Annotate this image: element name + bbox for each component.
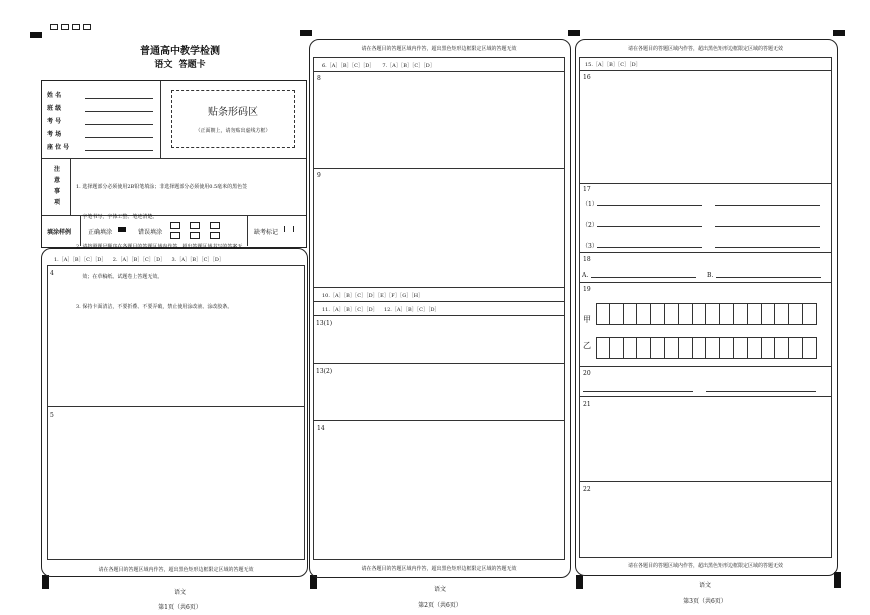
field-name[interactable]: 姓 名 [47,90,157,103]
field-exam-room[interactable]: 考 场 [47,129,157,142]
q17-sub-2: （2） [582,222,598,229]
q17-line-3b[interactable] [715,247,820,248]
q18-line-a[interactable] [591,277,696,278]
page1-choices: 1.［A］［B］［C］［D］ 2.［A］［B］［C］［D］ 3.［A］［B］［C］［D］ [54,257,224,263]
page2-footer-page: 第2页（共6页） [418,602,462,609]
registration-mark [42,575,49,589]
question-number-22: 22 [583,486,591,493]
page2-warning-top: 请在各题目的答题区域内作答，超出黑色矩形边框限定区域的答题无效 [361,46,517,52]
question-number-4: 4 [50,270,54,277]
fill-wrong-marks [170,222,230,240]
fill-wrong-label: 错误填涂 [138,229,163,236]
registration-mark [576,575,583,589]
q18-option-b: B. [707,272,714,279]
page2-choices-top: 6.［A］［B］［C］［D］ 7.［A］［B］［C］［D］ [322,63,435,69]
choice-options-12[interactable]: ［A］［B］［C］［D］ [391,307,440,313]
q19-row-label-1: 甲 [583,315,591,324]
question-number-5: 5 [50,412,54,419]
q17-sub-3: （3） [582,243,598,250]
notice-text: 1. 选择题部分必须使用2B铅笔填涂；非选择题部分必须使用0.5毫米的黑色签 字笔书写，字体工整、笔迹清楚。 2. 请按照题号顺序在各题目的答题区域内作答，超出答题区域书写的答案无 效；在草稿纸、试题卷上答题无效。 3. 保持卡面清洁，不要折叠、不要弄破，禁止使用涂改液、涂改胶条。 [76,184,248,310]
registration-mark [300,30,312,36]
q19-grid-row-2[interactable] [596,337,817,359]
question-number-17: 17 [583,186,591,193]
q17-line-3a[interactable] [597,247,702,248]
q18-line-b[interactable] [716,277,821,278]
fill-correct-mark [118,227,126,232]
choice-options-7[interactable]: ［A］［B］［C］［D］ [387,63,435,69]
q17-line-2b[interactable] [715,226,820,227]
registration-mark [568,30,580,36]
q17-line-1a[interactable] [597,205,702,206]
question-number-16: 16 [583,74,591,81]
page1-warning: 请在各题目的答题区域内作答，超出黑色矩形边框限定区域的答题无效 [98,567,254,573]
q17-line-1b[interactable] [715,205,820,206]
q17-sub-1: （1） [582,201,598,208]
question-number-13-1: 13(1) [316,320,333,327]
page3-footer-page: 第3页（共6页） [683,598,727,605]
barcode-title: 贴条形码区 [208,107,258,118]
page1-footer-subject: 语文 [173,589,186,596]
barcode-note: （正面朝上，请勿贴出虚线方框） [195,128,271,134]
absent-mark-box[interactable] [284,226,294,232]
field-exam-number[interactable]: 考 号 [47,116,157,129]
registration-mark [834,572,841,588]
fill-example-label: 填涂样例 [47,229,72,236]
q19-grid-row-1[interactable] [596,303,817,325]
page2-warning-bottom: 请在各题目的答题区域内作答，超出黑色矩形边框限定区域的答题无效 [361,566,517,572]
page1-footer-page: 第1页（共6页） [158,604,202,611]
question-number-8: 8 [317,75,321,82]
question-number-20: 20 [583,370,591,377]
q20-line-b[interactable] [706,391,816,392]
question-number-9: 9 [317,172,321,179]
question-number-13-2: 13(2) [316,368,333,375]
question-number-18: 18 [583,256,591,263]
field-seat-number[interactable]: 座 位 号 [47,142,157,155]
page2-choices-mid: 11.［A］［B］［C］［D］ 12.［A］［B］［C］［D］ [322,307,440,313]
choice-options-2[interactable]: ［A］［B］［C］［D］ [117,257,166,263]
q17-line-2a[interactable] [597,226,702,227]
choice-options-6[interactable]: ［A］［B］［C］［D］ [326,63,375,69]
fill-correct-label: 正确填涂 [88,229,113,236]
question-number-21: 21 [583,401,591,408]
q19-row-label-2: 乙 [583,341,591,350]
barcode-area [171,90,295,148]
page-code-boxes [50,24,91,30]
card-title: 普通高中教学检测 [140,46,220,57]
choice-options-10[interactable]: ［A］［B］［C］［D］［E］［F］［G］［H］ [329,293,424,299]
field-class[interactable]: 班 级 [47,103,157,116]
choice-options-1[interactable]: ［A］［B］［C］［D］ [58,257,107,263]
student-info-fields [47,90,157,155]
q20-line-a[interactable] [583,391,693,392]
page3-warning-bottom: 请在各题目的答题区域内作答，超出黑色矩形边框限定区域的答题无效 [627,563,783,569]
question-number-14: 14 [317,425,325,432]
page1-q4-box[interactable] [47,266,305,407]
card-subtitle: 语文 答题卡 [154,60,206,70]
choice-options-3[interactable]: ［A］［B］［C］［D］ [176,257,224,263]
page2-footer-subject: 语文 [433,586,446,593]
page3-warning-top: 请在各题目的答题区域内作答，超出黑色矩形边框限定区域的答题无效 [627,46,783,52]
page3-q15: 15.［A］［B］［C］［D］ [585,62,641,68]
absent-mark-label: 缺考标记 [254,229,279,236]
page1-q5-box[interactable] [47,407,305,560]
registration-mark [30,32,42,38]
page2-q10: 10.［A］［B］［C］［D］［E］［F］［G］［H］ [322,293,424,299]
page3-footer-subject: 语文 [698,582,711,589]
notice-label: 注 意 事 项 [53,166,60,206]
registration-mark [833,30,845,36]
choice-options-15[interactable]: ［A］［B］［C］［D］ [592,62,641,68]
q18-option-a: A. [582,272,589,279]
question-number-19: 19 [583,286,591,293]
choice-options-11[interactable]: ［A］［B］［C］［D］ [329,307,378,313]
